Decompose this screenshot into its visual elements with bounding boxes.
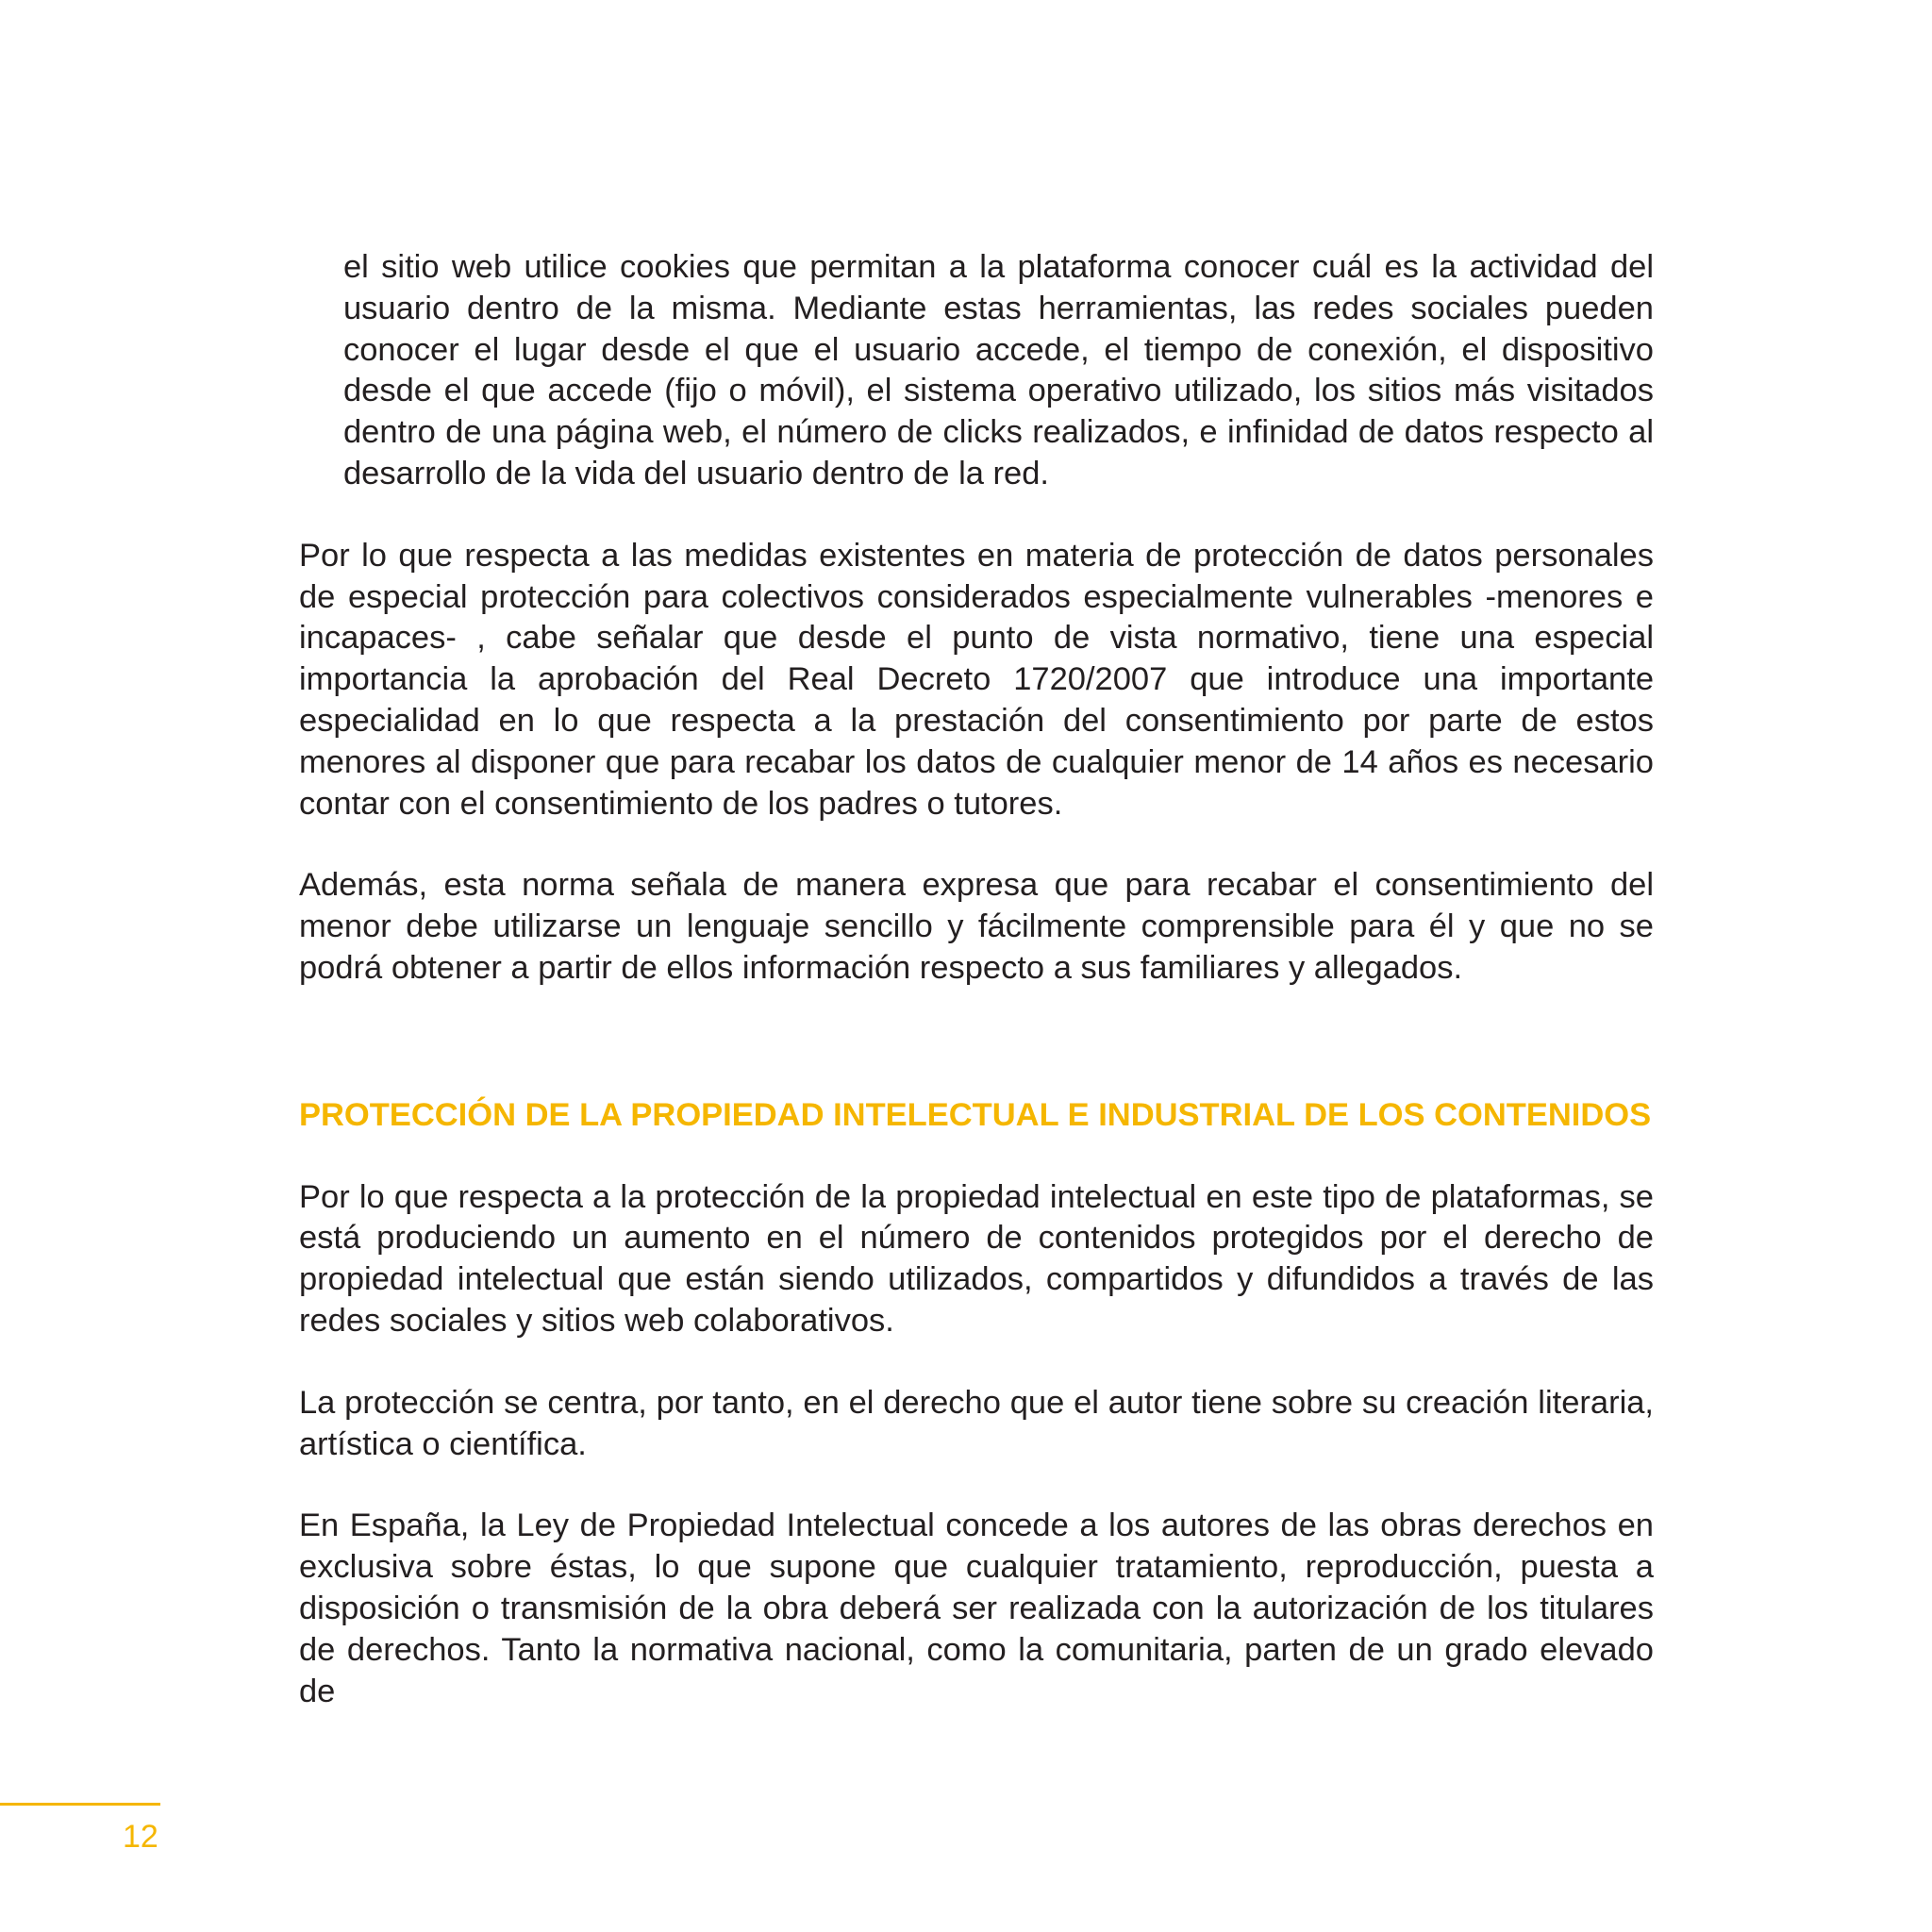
paragraph-lenguaje-sencillo: Además, esta norma señala de manera expresa que para recabar el consentimiento del menor debe utilizarse un lenguaje sencillo y fácilmente comprensible para él y que no se podrá obtener a partir de ellos información respecto a sus familiares y allegados. [299,867,1654,986]
paragraph-proteccion-centra: La protección se centra, por tanto, en el derecho que el autor tiene sobre su creación literaria, artística o científica. [299,1384,1654,1462]
paragraph-cookies-continuation: el sitio web utilice cookies que permitan a la plataforma conocer cuál es la actividad del usuario dentro de la misma. Mediante estas herramientas, las redes sociales pueden conocer el lugar desde el que el usuario accede, el tiempo de conexión, el dispositivo desde el que accede (fijo o móvil), el sistema operativo utilizado, los sitios más visitados dentro de una página web, el número de clicks realizados, e infinidad de datos respecto al desarrollo de la vida del usuario dentro de la red. [343,249,1654,491]
section-heading: PROTECCIÓN DE LA PROPIEDAD INTELECTUAL E INDUSTRIAL DE LOS CONTENIDOS [299,1096,1652,1133]
paragraph-ley-espana: En España, la Ley de Propiedad Intelectual concede a los autores de las obras derechos en exclusiva sobre éstas, lo que supone que cualquier tratamiento, reproducción, puesta a disposición o transmisión de la obra deberá ser realizada con la autorización de los titulares de derechos. Tanto la normativa nacional, como la comunitaria, parten de un grado elevado de [299,1507,1654,1709]
paragraph-plataformas: Por lo que respecta a la protección de la propiedad intelectual en este tipo de plataformas, se está produciendo un aumento en el número de contenidos protegidos por el derecho de propiedad intelectual que están siendo utilizados, compartidos y difundidos a través de las redes sociales y sitios web colaborativos. [299,1178,1654,1339]
paragraph-menores-proteccion: Por lo que respecta a las medidas existentes en materia de protección de datos personales de especial protección para colectivos considerados especialmente vulnerables -menores e incapaces- , cabe señalar que desde el punto de vista normativo, tiene una especial importancia la aprobación del Real Decreto 1720/2007 que introduce una importante especialidad en lo que respecta a la prestación del consentimiento por parte de estos menores al disponer que para recabar los datos de cualquier menor de 14 años es necesario contar con el consentimiento de los padres o tutores. [299,537,1654,822]
footer-divider [0,1803,160,1806]
page-body [299,247,1654,1712]
page-number: 12 [123,1819,158,1855]
